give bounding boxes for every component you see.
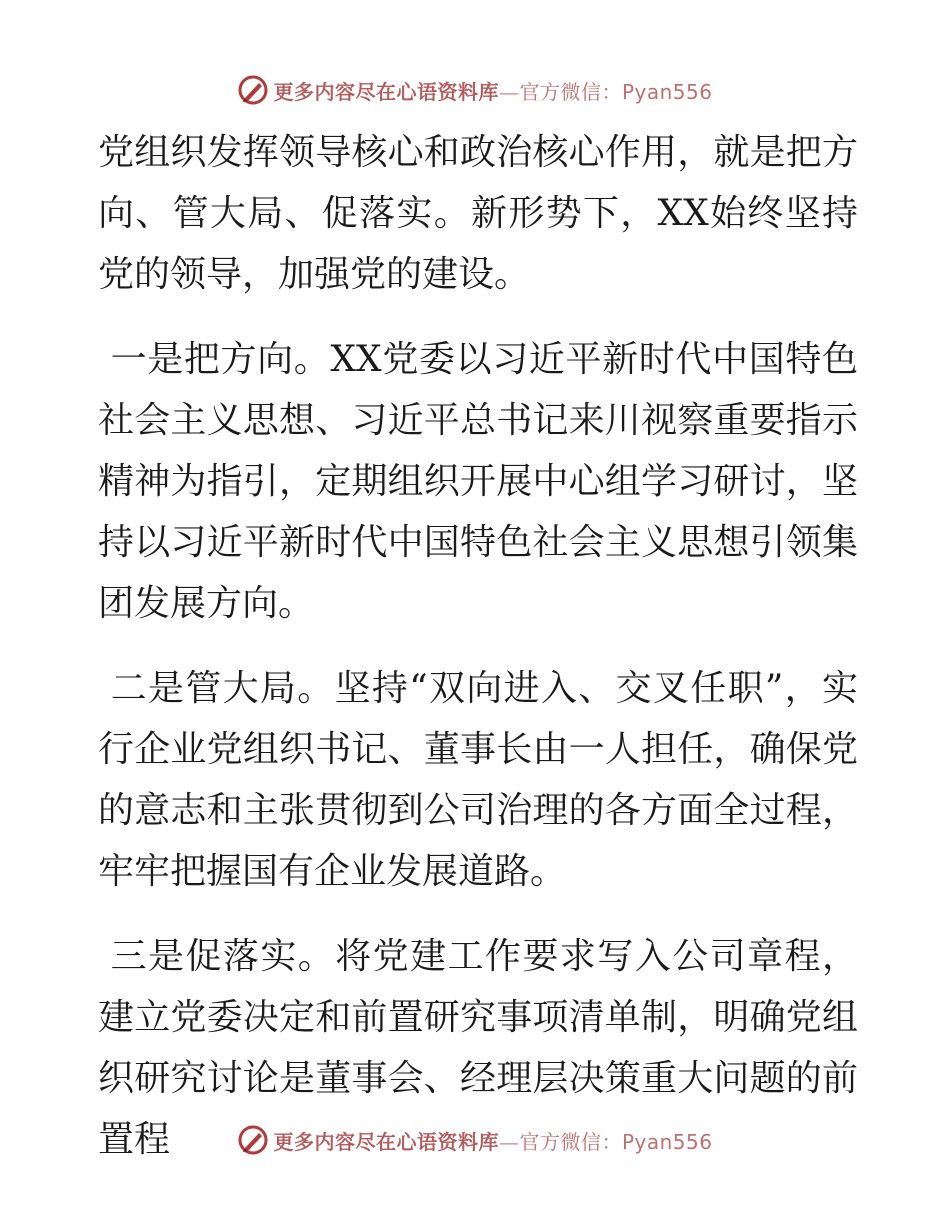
header-separator: — bbox=[498, 79, 520, 104]
paragraph-intro: 党组织发挥领导核心和政治核心作用，就是把方向、管大局、促落实。新形势下，XX始终坚持党的领导，加强党的建设。 bbox=[98, 132, 858, 295]
paragraph-direction: 一是把方向。XX党委以习近平新时代中国特色社会主义思想、习近平总书记来川视察重要指示精神为指引，定期组织开展中心组学习研讨，坚持以习近平新时代中国特色社会主义思想引领集团发展方向。 bbox=[98, 339, 858, 624]
footer-separator: — bbox=[498, 1129, 520, 1154]
header-contact: 官方微信：Pyan556 bbox=[519, 79, 713, 104]
pen-logo-icon bbox=[237, 1124, 269, 1156]
header-watermark bbox=[0, 70, 950, 110]
footer-contact: 官方微信：Pyan556 bbox=[519, 1129, 713, 1154]
paragraph-implementation: 三是促落实。将党建工作要求写入公司章程，建立党委决定和前置研究事项清单制，明确党组织研究讨论是董事会、经理层决策重大问题的前置程 bbox=[98, 936, 858, 1160]
footer-watermark bbox=[0, 1120, 950, 1160]
header-site-name: 更多内容尽在心语资料库 bbox=[273, 79, 499, 104]
footer-site-name: 更多内容尽在心语资料库 bbox=[273, 1129, 499, 1154]
pen-logo-icon bbox=[237, 74, 269, 106]
document-body bbox=[98, 122, 858, 1170]
paragraph-overall: 二是管大局。坚持“双向进入、交叉任职”，实行企业党组织书记、董事长由一人担任，确保党的意志和主张贯彻到公司治理的各方面全过程，牢牢把握国有企业发展道路。 bbox=[98, 668, 858, 892]
